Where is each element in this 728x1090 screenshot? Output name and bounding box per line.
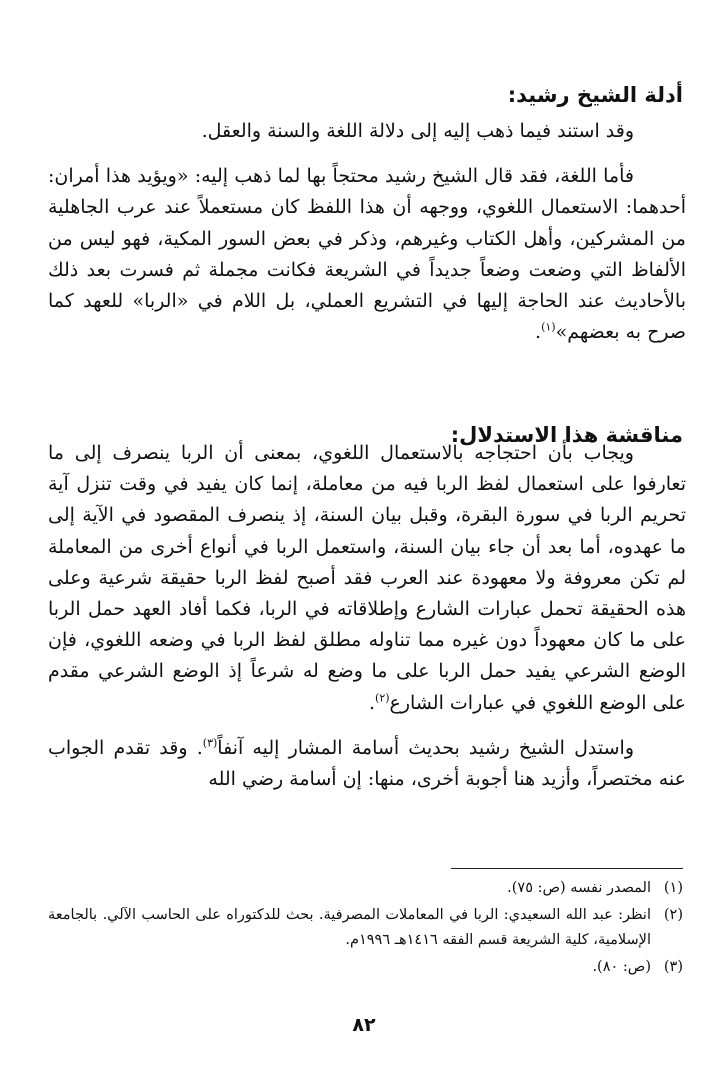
footnote-2 — [48, 903, 683, 953]
language-paragraph — [48, 161, 686, 348]
section-heading-sheikh-rashid-evidence: أدلة الشيخ رشيد: — [507, 83, 683, 107]
footnote-ref-2: (٢) — [375, 691, 390, 705]
rebuttal-paragraph-text: ويجاب بأن احتجاجه بالاستعمال اللغوي، بمعنى أن الربا ينصرف إلى ما تعارفوا على استعمال لفظ الربا فيه من معاملة، إنما كان يفيد في وقت تنزل آية تحريم الربا في سورة البقرة، وقبل بيان السنة، إذ ينصرف المقصود في الآية إلى ما عهدوه، أما بعد أن جاء بيان السنة، واستعمل الربا في أنواع أخرى من المعاملة لم تكن معروفة ولا معهودة عند العرب فقد أصبح لفظ الربا حقيقة شرعية وعلى هذه الحقيقة تحمل عبارات الشارع وإطلاقاته في الربا، فكما أفاد العهد حمل الربا على ما كان معهوداً دون غيره مما تناوله مطلق لفظ الربا في وضعه اللغوي، فإن الوضع الشرعي يفيد حمل الربا على ما وضع له شرعاً إذ الوضع الشرعي مقدم على الوضع اللغوي في عبارات الشارع — [48, 442, 686, 714]
section2-body — [48, 438, 686, 795]
rebuttal-paragraph-end: . — [368, 691, 376, 714]
osama-paragraph-text-a: واستدل الشيخ رشيد بحديث أسامة المشار إليه آنفاً — [217, 736, 634, 759]
section1-body — [48, 116, 686, 348]
footnote-number: (٣) — [663, 959, 683, 975]
rebuttal-paragraph — [48, 438, 686, 719]
footnote-1 — [48, 876, 683, 901]
language-paragraph-text: فأما اللغة، فقد قال الشيخ رشيد محتجاً بها لما ذهب إليه: «ويؤيد هذا أمران: أحدهما: الاستعمال اللغوي، ووجهه أن هذا اللفظ كان مستعملاً عند عرب الجاهلية من المشركين، وأهل الكتاب وغيرهم، وذكر في بعض السور المكية، فهو ليس من الألفاظ التي وضعت وضعاً جديداً في الشريعة فكانت مجملة ثم فسرت بعد ذلك بالأحاديث عند الحاجة إليها في التشريع العملي، بل اللام في «الربا» للعهد كما صرح به بعضهم» — [48, 165, 686, 344]
page-number: ٨٢ — [352, 1014, 376, 1036]
footnote-3 — [48, 955, 683, 980]
language-paragraph-end: . — [535, 321, 542, 344]
footnote-text: (ص: ٨٠). — [592, 959, 651, 975]
intro-paragraph: وقد استند فيما ذهب إليه إلى دلالة اللغة والسنة والعقل. — [201, 120, 634, 142]
footnote-ref-1: (١) — [541, 320, 556, 334]
footnote-divider — [451, 868, 683, 869]
footnote-text: انظر: عبد الله السعيدي: الربا في المعاملات المصرفية. بحث للدكتوراه على الحاسب الآلي. بالجامعة الإسلامية، كلية الشريعة قسم الفقه ١٤١٦هـ ١٩٩٦م. — [48, 907, 651, 948]
osama-hadith-paragraph — [48, 733, 686, 795]
footnotes — [48, 876, 683, 982]
footnote-text: المصدر نفسه (ص: ٧٥). — [507, 880, 651, 896]
osama-paragraph-text-b: . وقد تقدم الجواب عنه مختصراً، وأزيد هنا أجوبة أخرى، منها: إن أسامة رضي الله — [48, 736, 686, 791]
section-heading-discussion: مناقشة هذا الاستدلال: — [450, 423, 683, 447]
footnote-number: (١) — [663, 880, 683, 896]
footnote-ref-3: (٣) — [202, 736, 218, 750]
footnote-number: (٢) — [663, 907, 683, 923]
